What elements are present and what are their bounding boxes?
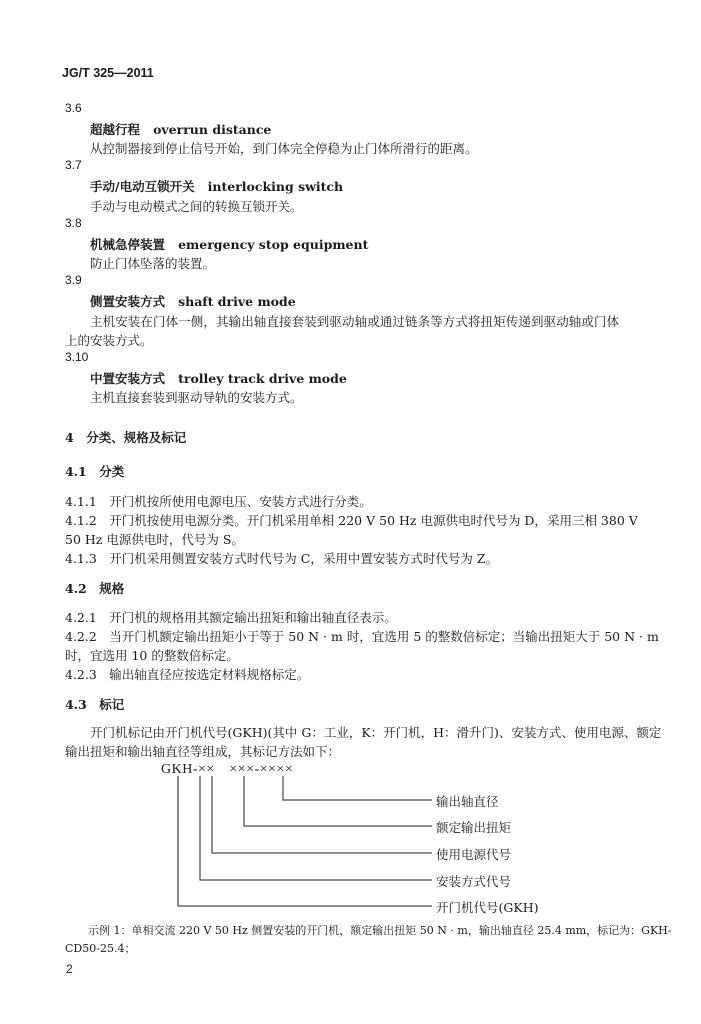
term-cn: 超越行程 <box>90 122 141 137</box>
term-en: trolley track drive mode <box>178 371 347 386</box>
paragraph-4-1-1: 4.1.1 开门机按所使用电源电压、安装方式进行分类。 <box>65 494 372 509</box>
term-cn: 手动/电动互锁开关 <box>90 179 195 194</box>
term-definition-cont: 上的安装方式。 <box>65 333 153 348</box>
term-en: interlocking switch <box>207 179 344 194</box>
paragraph-4-1-3: 4.1.3 开门机采用侧置安装方式时代号为 C，采用中置安装方式时代号为 Z。 <box>65 551 499 566</box>
paragraph-4-1-2-cont: 50 Hz 电源供电时，代号为 S。 <box>65 532 244 547</box>
diagram-label-power-code: 使用电源代号 <box>436 847 512 862</box>
term-definition: 主机直接套装到驱动导轨的安装方式。 <box>90 390 303 405</box>
leader-line-shaft-diameter <box>283 776 432 800</box>
term-en: emergency stop equipment <box>178 237 369 252</box>
leader-line-power-code <box>212 776 432 853</box>
clause-number: 3.10 <box>65 350 89 364</box>
term-cn: 中置安装方式 <box>90 371 166 386</box>
chapter-title: 4 分类、规格及标记 <box>65 430 187 445</box>
paragraph-4-2-2-cont: 时，宜选用 10 的整数倍标定。 <box>65 648 239 663</box>
clause-number: 3.9 <box>65 273 82 287</box>
example-1: 示例 1：单相交流 220 V 50 Hz 侧置安装的开门机，额定输出扭矩 50 N · m，输出轴直径 25.4 mm，标记为：GKH- <box>88 924 672 937</box>
leader-line-mount-code <box>200 776 432 880</box>
marking-code: GKH-×× ×××-×××× <box>161 762 294 777</box>
standard-code-header: JG/T 325—2011 <box>62 66 154 80</box>
diagram-label-gkh-code: 开门机代号(GKH) <box>436 900 539 915</box>
leader-line-gkh-code <box>178 776 432 906</box>
example-1-cont: CD50-25.4； <box>65 942 136 955</box>
term-en: overrun distance <box>153 122 272 137</box>
paragraph-4-2-2: 4.2.2 当开门机额定输出扭矩小于等于 50 N · m 时，宜选用 5 的整数倍标定；当输出扭矩大于 50 N · m <box>65 629 659 644</box>
leader-line-rated-torque <box>244 776 432 826</box>
term-cn: 机械急停装置 <box>90 237 166 252</box>
clause-number: 3.8 <box>65 216 82 230</box>
diagram-label-rated-torque: 额定输出扭矩 <box>436 820 512 835</box>
term-definition: 主机安装在门体一侧，其输出轴直接套装到驱动轴或通过链条等方式将扭矩传递到驱动轴或门体 <box>90 314 620 329</box>
diagram-label-mount-code: 安装方式代号 <box>436 874 512 889</box>
term-definition: 手动与电动模式之间的转换互锁开关。 <box>90 199 303 214</box>
clause-number: 3.7 <box>65 158 82 172</box>
diagram-label-shaft-diameter: 输出轴直径 <box>436 794 499 809</box>
term-definition: 防止门体坠落的装置。 <box>90 256 216 271</box>
term-definition: 从控制器接到停止信号开始，到门体完全停稳为止门体所滑行的距离。 <box>90 141 478 156</box>
section-title-4-1: 4.1 分类 <box>65 464 125 479</box>
paragraph-4-2-3: 4.2.3 输出轴直径应按选定材料规格标定。 <box>65 667 310 682</box>
section-title-4-2: 4.2 规格 <box>65 581 125 596</box>
paragraph-4-3-cont: 输出扭矩和输出轴直径等组成，其标记方法如下： <box>65 744 341 759</box>
paragraph-4-1-2: 4.1.2 开门机按使用电源分类。开门机采用单相 220 V 50 Hz 电源供电时代号为 D，采用三相 380 V <box>65 513 638 528</box>
paragraph-4-2-1: 4.2.1 开门机的规格用其额定输出扭矩和输出轴直径表示。 <box>65 610 397 625</box>
term-cn: 侧置安装方式 <box>90 294 166 309</box>
section-title-4-3: 4.3 标记 <box>65 697 125 712</box>
term-en: shaft drive mode <box>178 294 296 309</box>
clause-number: 3.6 <box>65 101 82 115</box>
page-number: 2 <box>66 962 73 976</box>
paragraph-4-3: 开门机标记由开门机代号(GKH)(其中 G：工业，K：开门机，H：滑升门)、安装方式、使用电源、额定 <box>90 725 662 740</box>
